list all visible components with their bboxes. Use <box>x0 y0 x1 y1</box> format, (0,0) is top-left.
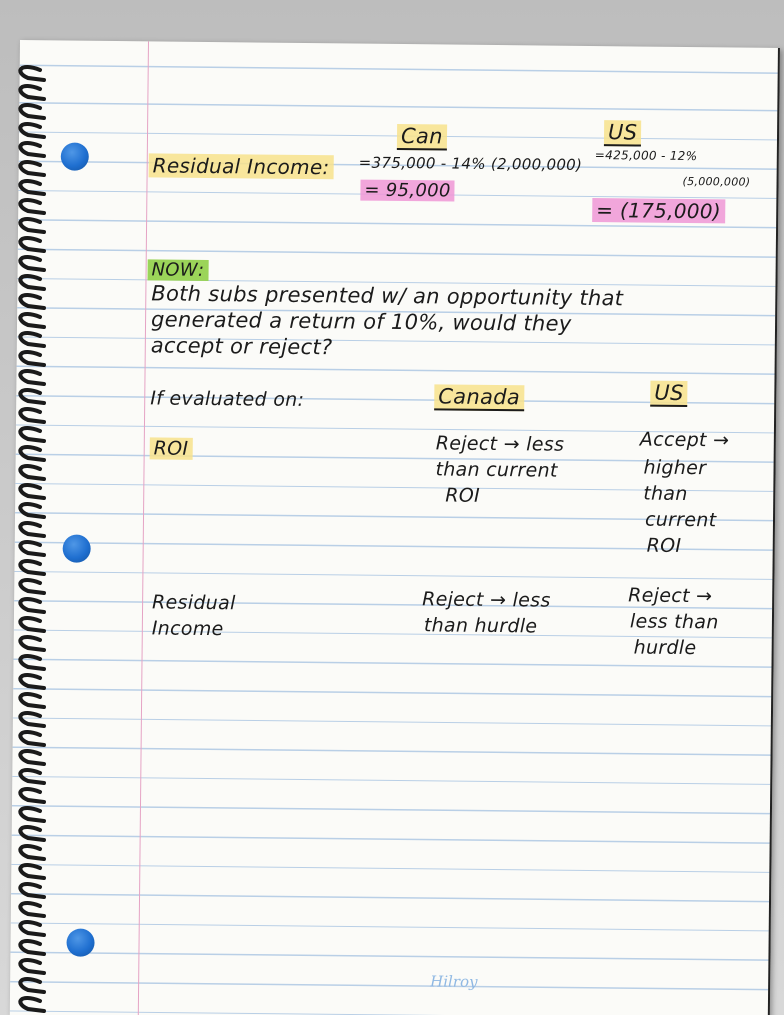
spiral-coil-icon <box>20 941 44 954</box>
spiral-coil-icon <box>20 713 44 726</box>
can-calculation: =375,000 - 14% (2,000,000) <box>358 153 583 174</box>
question-line-2: generated a return of 10%, would they <box>150 307 572 336</box>
spiral-coil-icon <box>20 181 44 194</box>
spiral-coil-icon <box>20 314 44 327</box>
spiral-coil-icon <box>20 428 44 441</box>
spiral-binding-icon <box>0 0 60 1015</box>
spiral-coil-icon <box>20 922 44 935</box>
row-roi-canada-line: ROI <box>445 484 481 507</box>
can-result: = 95,000 <box>360 180 454 202</box>
eval-label: If evaluated on: <box>150 387 305 411</box>
spiral-coil-icon <box>20 561 44 574</box>
row-roi-canada-line: than current <box>435 458 558 482</box>
spiral-coil-icon <box>20 580 44 593</box>
notebook-brand-logo: Hilroy <box>430 972 478 991</box>
spiral-coil-icon <box>20 371 44 384</box>
row-ri-us-line: less than <box>629 610 719 634</box>
spiral-coil-icon <box>20 808 44 821</box>
now-label: NOW: <box>147 259 208 281</box>
spiral-coil-icon <box>20 979 44 992</box>
spiral-coil-icon <box>20 105 44 118</box>
spiral-coil-icon <box>20 998 44 1011</box>
spiral-coil-icon <box>20 599 44 612</box>
row-roi-canada-line: Reject → less <box>435 432 565 456</box>
spiral-coil-icon <box>20 295 44 308</box>
spiral-coil-icon <box>20 504 44 517</box>
us-calculation: =425,000 - 12% <box>594 148 698 164</box>
spiral-coil-icon <box>20 390 44 403</box>
spiral-coil-icon <box>20 751 44 764</box>
binder-hole-icon <box>66 929 94 957</box>
spiral-coil-icon <box>20 732 44 745</box>
spiral-coil-icon <box>20 200 44 213</box>
question-line-3: accept or reject? <box>150 333 333 360</box>
spiral-coil-icon <box>20 352 44 365</box>
question-line-1: Both subs presented w/ an opportunity that <box>151 281 624 311</box>
spiral-coil-icon <box>20 162 44 175</box>
spiral-coil-icon <box>20 238 44 251</box>
header-us: US <box>604 120 642 146</box>
spiral-coil-icon <box>20 618 44 631</box>
spiral-coil-icon <box>20 67 44 80</box>
spiral-coil-icon <box>20 884 44 897</box>
us-result <box>592 198 725 223</box>
spiral-coil-icon <box>20 333 44 346</box>
spiral-coil-icon <box>20 960 44 973</box>
spiral-coil-icon <box>20 466 44 479</box>
spiral-coil-icon <box>20 789 44 802</box>
row-roi-metric: ROI <box>150 437 193 459</box>
spiral-coil-icon <box>20 846 44 859</box>
row-roi-us-line: than <box>643 482 688 506</box>
spiral-coil-icon <box>20 86 44 99</box>
spiral-coil-icon <box>20 409 44 422</box>
row-roi-us-line: Accept → <box>639 428 730 452</box>
column-canada: Canada <box>434 384 524 411</box>
spiral-coil-icon <box>20 124 44 137</box>
row-roi-us-line: current <box>644 508 717 532</box>
spiral-coil-icon <box>20 257 44 270</box>
spiral-coil-icon <box>20 675 44 688</box>
row-ri-canada-line: than hurdle <box>423 614 538 638</box>
spiral-coil-icon <box>20 523 44 536</box>
row-ri-metric-line: Income <box>151 617 224 641</box>
spiral-coil-icon <box>20 865 44 878</box>
row-roi-us-line: higher <box>643 456 707 480</box>
notebook-page <box>10 40 780 1015</box>
spiral-coil-icon <box>20 447 44 460</box>
spiral-coil-icon <box>20 143 44 156</box>
spiral-coil-icon <box>20 827 44 840</box>
row-ri-us-line: Reject → <box>628 584 713 608</box>
binder-hole-icon <box>63 534 91 562</box>
row-roi-us-line: ROI <box>646 534 682 557</box>
row-ri-canada-line: Reject → less <box>422 588 551 612</box>
binder-hole-icon <box>61 142 89 170</box>
us-calculation-continued: (5,000,000) <box>682 174 751 189</box>
row-ri-metric-line: Residual <box>152 591 236 615</box>
row-ri-us-line: hurdle <box>633 636 697 660</box>
us-result-text: = (175,000) <box>592 198 725 223</box>
column-us: US <box>650 381 688 407</box>
spiral-coil-icon <box>20 656 44 669</box>
spiral-coil-icon <box>20 637 44 650</box>
spiral-coil-icon <box>20 219 44 232</box>
residual-income-label: Residual Income: <box>149 153 334 179</box>
spiral-coil-icon <box>20 542 44 555</box>
spiral-coil-icon <box>20 903 44 916</box>
spiral-coil-icon <box>20 770 44 783</box>
margin-line <box>138 41 150 1015</box>
spiral-coil-icon <box>20 276 44 289</box>
spiral-coil-icon <box>20 485 44 498</box>
header-can: Can <box>397 124 447 151</box>
spiral-coil-icon <box>20 694 44 707</box>
